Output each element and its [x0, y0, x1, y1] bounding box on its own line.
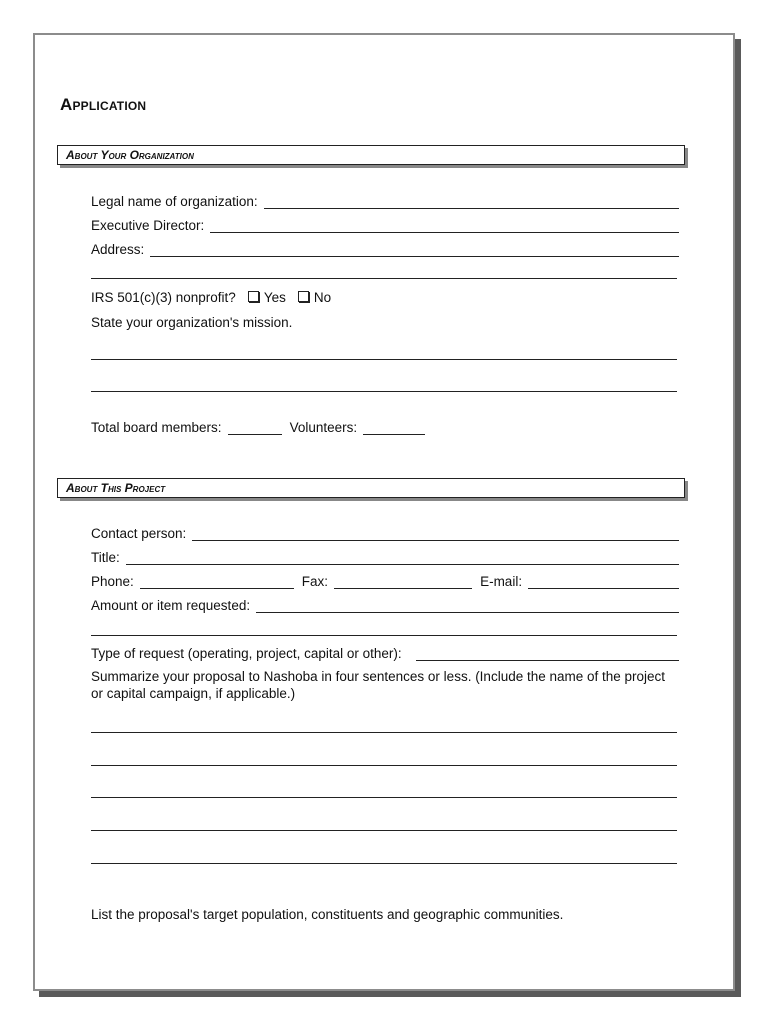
- title-row: [91, 547, 679, 565]
- summary-line-2[interactable]: [91, 765, 677, 766]
- address-field[interactable]: [150, 244, 679, 257]
- fax-label: Fax:: [301, 574, 329, 589]
- contact-row: [91, 523, 679, 541]
- irs-label: IRS 501(c)(3) nonprofit?: [91, 290, 236, 305]
- summary-line-1[interactable]: [91, 732, 677, 733]
- mission-label: State your organization's mission.: [91, 315, 293, 330]
- target-label: List the proposal's target population, constituents and geographic communities.: [91, 907, 564, 922]
- board-row: [91, 417, 679, 435]
- address-label: Address:: [91, 242, 145, 257]
- exec-director-label: Executive Director:: [91, 218, 205, 233]
- board-label: Total board members:: [91, 420, 222, 435]
- email-label: E-mail:: [480, 574, 523, 589]
- type-field[interactable]: [416, 648, 679, 661]
- phone-label: Phone:: [91, 574, 134, 589]
- contact-label: Contact person:: [91, 526, 187, 541]
- summary-label: Summarize your proposal to Nashoba in four sentences or less. (Include the name of the project or capital campaign, if applicable.): [91, 669, 666, 701]
- amount-label: Amount or item requested:: [91, 598, 251, 613]
- title-field[interactable]: [126, 552, 679, 565]
- summary-line-3[interactable]: [91, 797, 677, 798]
- amount-line-2[interactable]: [91, 635, 677, 636]
- title-label: Title:: [91, 550, 120, 565]
- contact-field[interactable]: [192, 528, 679, 541]
- no-label: No: [313, 290, 332, 305]
- application-page: [33, 33, 735, 991]
- amount-row: [91, 595, 679, 613]
- volunteers-label: Volunteers:: [289, 420, 358, 435]
- legal-name-label: Legal name of organization:: [91, 194, 258, 209]
- exec-director-row: [91, 215, 679, 233]
- phone-fax-email-row: [91, 571, 679, 589]
- email-field[interactable]: [528, 576, 679, 589]
- page-title: Application: [60, 95, 147, 114]
- volunteers-field[interactable]: [363, 422, 425, 435]
- mission-line-2[interactable]: [91, 391, 677, 392]
- address-row: [91, 239, 679, 257]
- type-row: [91, 643, 679, 661]
- phone-field[interactable]: [140, 576, 294, 589]
- amount-field[interactable]: [256, 600, 679, 613]
- mission-line-1[interactable]: [91, 359, 677, 360]
- legal-name-field[interactable]: [264, 196, 679, 209]
- no-checkbox[interactable]: [298, 291, 309, 302]
- exec-director-field[interactable]: [210, 220, 679, 233]
- legal-name-row: [91, 191, 679, 209]
- summary-line-4[interactable]: [91, 830, 677, 831]
- fax-field[interactable]: [334, 576, 472, 589]
- org-section-header: About Your Organization: [57, 145, 685, 165]
- yes-label: Yes: [263, 290, 286, 305]
- board-field[interactable]: [228, 422, 282, 435]
- summary-line-5[interactable]: [91, 863, 677, 864]
- address-line-2[interactable]: [91, 278, 677, 279]
- project-section-header: About This Project: [57, 478, 685, 498]
- yes-checkbox[interactable]: [248, 291, 259, 302]
- type-label: Type of request (operating, project, capital or other):: [91, 646, 402, 661]
- irs-row: [91, 287, 679, 305]
